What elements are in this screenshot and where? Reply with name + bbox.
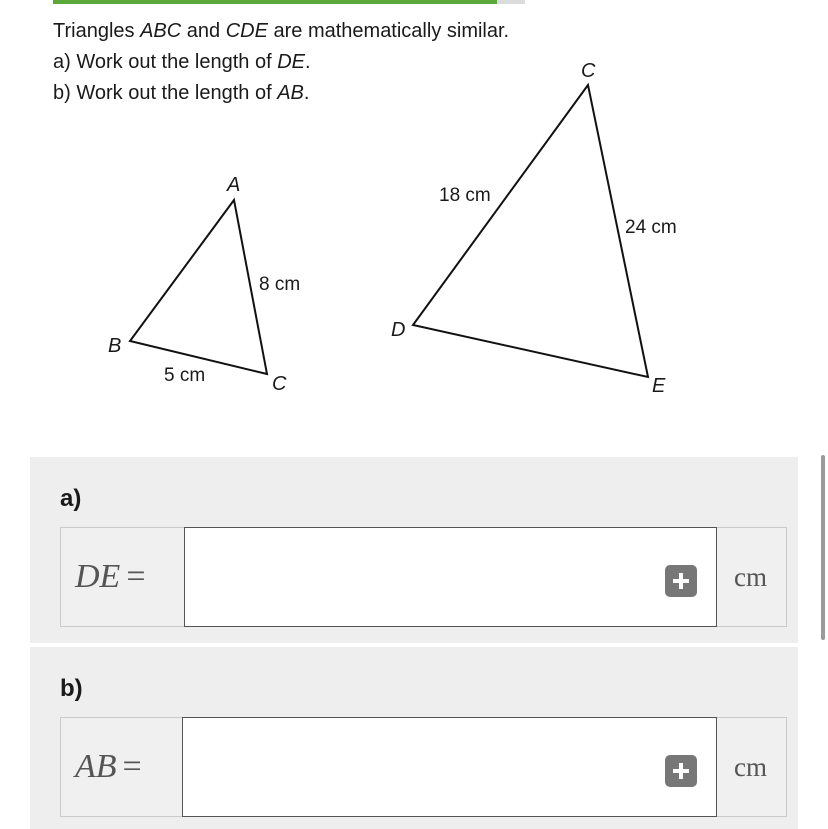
answer-row-de [60, 527, 787, 627]
question-text-part: Triangles [53, 20, 141, 42]
plus-square-icon[interactable] [665, 565, 697, 597]
part-label-b: b) [60, 675, 83, 702]
side-length-ce: 24 cm [625, 217, 677, 238]
equals-sign: = [126, 558, 146, 595]
vertex-label-d: D [391, 319, 406, 341]
variable-name: AB [75, 748, 117, 785]
triangle-name-cde: CDE [225, 20, 268, 42]
triangle-cde [413, 85, 648, 377]
equals-sign: = [122, 748, 142, 785]
vertex-label-c: C [272, 373, 287, 395]
answer-part-b [30, 647, 798, 829]
side-name-de: DE [277, 51, 305, 73]
question-text-part: . [305, 51, 311, 73]
unit-label-cm: cm [734, 751, 767, 782]
variable-label-ab [75, 718, 142, 816]
vertex-label-c-large: C [581, 60, 596, 82]
answer-part-a [30, 457, 798, 643]
de-answer-input[interactable] [184, 527, 717, 627]
side-name-ab: AB [277, 82, 304, 104]
question-text-part: a) Work out the length of [53, 51, 278, 73]
ab-answer-input[interactable] [182, 717, 717, 817]
question-text-part: b) Work out the length of [53, 82, 278, 104]
question-text-part: are mathematically similar. [267, 20, 510, 42]
variable-label-de [75, 528, 146, 626]
side-length-ac: 8 cm [259, 274, 301, 295]
variable-name: DE [75, 558, 121, 595]
side-length-bc: 5 cm [164, 365, 206, 386]
answer-row-ab [60, 717, 787, 817]
plus-square-icon[interactable] [665, 755, 697, 787]
question-text-part: . [303, 82, 310, 104]
vertex-label-a: A [227, 174, 241, 196]
side-length-dc: 18 cm [439, 185, 491, 206]
triangle-name-abc: ABC [140, 20, 182, 42]
triangle-abc [130, 200, 267, 374]
unit-label-cm: cm [734, 561, 767, 592]
part-label-a: a) [60, 485, 82, 512]
scrollbar[interactable] [821, 455, 825, 640]
question-text-part: and [181, 20, 226, 42]
vertex-label-e: E [652, 375, 666, 397]
vertex-label-b: B [108, 335, 122, 357]
